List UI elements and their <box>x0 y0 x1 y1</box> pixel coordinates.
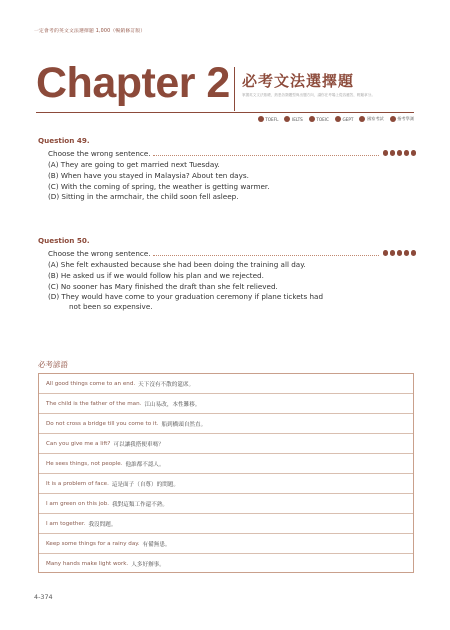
answer-option: (C) With the coming of spring, the weather is getting warmer. <box>48 181 270 191</box>
phrase-chinese: 我對這類工作還不熟。 <box>112 501 169 508</box>
phrase-english: Many hands make light work. <box>46 561 129 567</box>
phrase-english: All good things come to an end. <box>46 380 136 387</box>
exam-badge-icon <box>359 116 365 122</box>
chapter-heading: 必考文法選擇題 <box>242 72 355 90</box>
dotted-leader <box>153 151 379 156</box>
phrase-english: I am together. <box>46 520 86 527</box>
exam-badge-icon <box>397 150 403 156</box>
phrase-chinese: 人多好辦事。 <box>131 562 165 568</box>
phrase-chinese: 我沒問題。 <box>88 521 117 528</box>
exam-badge-icon <box>335 116 341 122</box>
phrase-row <box>39 434 413 454</box>
answer-option: (B) When have you stayed in Malaysia? About ten days. <box>48 170 249 180</box>
phrase-chinese: 有備無患。 <box>142 541 171 548</box>
title-divider <box>234 67 235 111</box>
question-label: Question 49. <box>38 136 90 145</box>
exam-badge-icon <box>397 250 403 256</box>
legend-item <box>335 116 353 122</box>
exam-badge-icon <box>258 116 264 122</box>
answer-option: (D) Sitting in the armchair, the child soon fell asleep. <box>48 192 239 202</box>
phrase-english: It is a problem of face. <box>46 480 109 487</box>
legend-item <box>309 116 329 122</box>
exam-badge-icon <box>383 150 389 156</box>
phrase-row <box>39 394 413 414</box>
exam-badge-icon <box>390 116 396 122</box>
phrase-chinese: 他誰都不認人。 <box>125 461 165 468</box>
exam-badge-icon <box>404 250 410 256</box>
legend-item <box>359 116 383 122</box>
dotted-leader <box>153 251 379 256</box>
must-learn-title: 必考諺語 <box>38 360 68 369</box>
question-label: Question 50. <box>38 236 90 245</box>
exam-badge-icon <box>411 150 417 156</box>
phrase-chinese: 船到橋頭自然直。 <box>161 421 207 428</box>
question-block <box>38 136 416 203</box>
phrase-row <box>39 474 413 494</box>
phrase-english: Do not cross a bridge till you come to it. <box>46 420 159 427</box>
phrase-english: He sees things, not people. <box>46 460 123 467</box>
answer-option-continuation: not been so expensive. <box>69 301 153 311</box>
legend-item <box>390 116 414 122</box>
exam-badge-icon <box>284 116 290 122</box>
phrase-chinese: 天下沒有不散的筵席。 <box>138 381 195 388</box>
answer-option: (A) They are going to get married next Tuesday. <box>48 160 220 169</box>
legend-label: 國家考試 <box>366 116 384 121</box>
phrase-chinese: 可以讓我搭便車嗎？ <box>113 441 164 448</box>
chapter-description: 掌握英文文法基礎，熟悉各類題型與出題方向，讓你在考場上從容應答，輕鬆拿分。 <box>242 93 375 97</box>
running-header: 一定會考的英文文法選擇題 1,000（暢銷修訂版） <box>34 29 146 34</box>
phrase-row <box>39 454 413 474</box>
phrase-row <box>39 514 413 534</box>
question-block <box>38 236 416 312</box>
exam-badge-icon <box>411 250 417 256</box>
legend-item <box>258 116 279 122</box>
exam-legend <box>258 116 414 122</box>
phrase-english: The child is the father of the man. <box>46 400 142 407</box>
answer-option: (B) He asked us if we would follow his plan and we rejected. <box>48 270 264 280</box>
phrase-table <box>38 373 414 573</box>
question-prompt-row <box>38 249 416 258</box>
answer-option: (A) She felt exhausted because she had been doing the training all day. <box>48 260 306 269</box>
legend-label: GEPT <box>342 116 354 122</box>
phrase-row <box>39 494 413 514</box>
legend-item <box>284 116 302 122</box>
legend-label: TOEIC <box>316 116 329 122</box>
legend-label: IELTS <box>291 116 303 122</box>
exam-icons <box>383 150 417 156</box>
phrase-english: Can you give me a lift? <box>46 440 111 447</box>
phrase-chinese: 這是面子（自尊）的問題。 <box>111 481 179 488</box>
page-number: 4-374 <box>34 593 53 601</box>
answer-option: (D) They would have come to your graduation ceremony if plane tickets had <box>48 292 324 302</box>
phrase-row <box>39 554 413 574</box>
exam-badge-icon <box>404 150 410 156</box>
exam-badge-icon <box>390 150 396 156</box>
exam-badge-icon <box>390 250 396 256</box>
phrase-chinese: 江山易改，本性難移。 <box>144 401 201 408</box>
phrase-english: I am green on this job. <box>46 500 110 507</box>
legend-label: 指考學測 <box>397 116 414 121</box>
phrase-english: Keep some things for a rainy day. <box>46 540 140 547</box>
exam-icons <box>383 250 417 256</box>
question-prompt-row <box>38 149 416 158</box>
chapter-title: Chapter 2 <box>36 59 230 107</box>
exam-badge-icon <box>309 116 315 122</box>
phrase-row <box>39 534 413 554</box>
exam-badge-icon <box>383 250 389 256</box>
answer-option: (C) No sooner has Mary finished the draft than she felt relieved. <box>48 281 278 291</box>
question-prompt: Choose the wrong sentence. <box>48 148 151 158</box>
legend-label: TOEFL <box>265 116 279 122</box>
question-prompt: Choose the wrong sentence. <box>48 248 151 258</box>
header-rule <box>36 112 414 113</box>
phrase-row <box>39 414 413 434</box>
phrase-row <box>39 374 413 394</box>
